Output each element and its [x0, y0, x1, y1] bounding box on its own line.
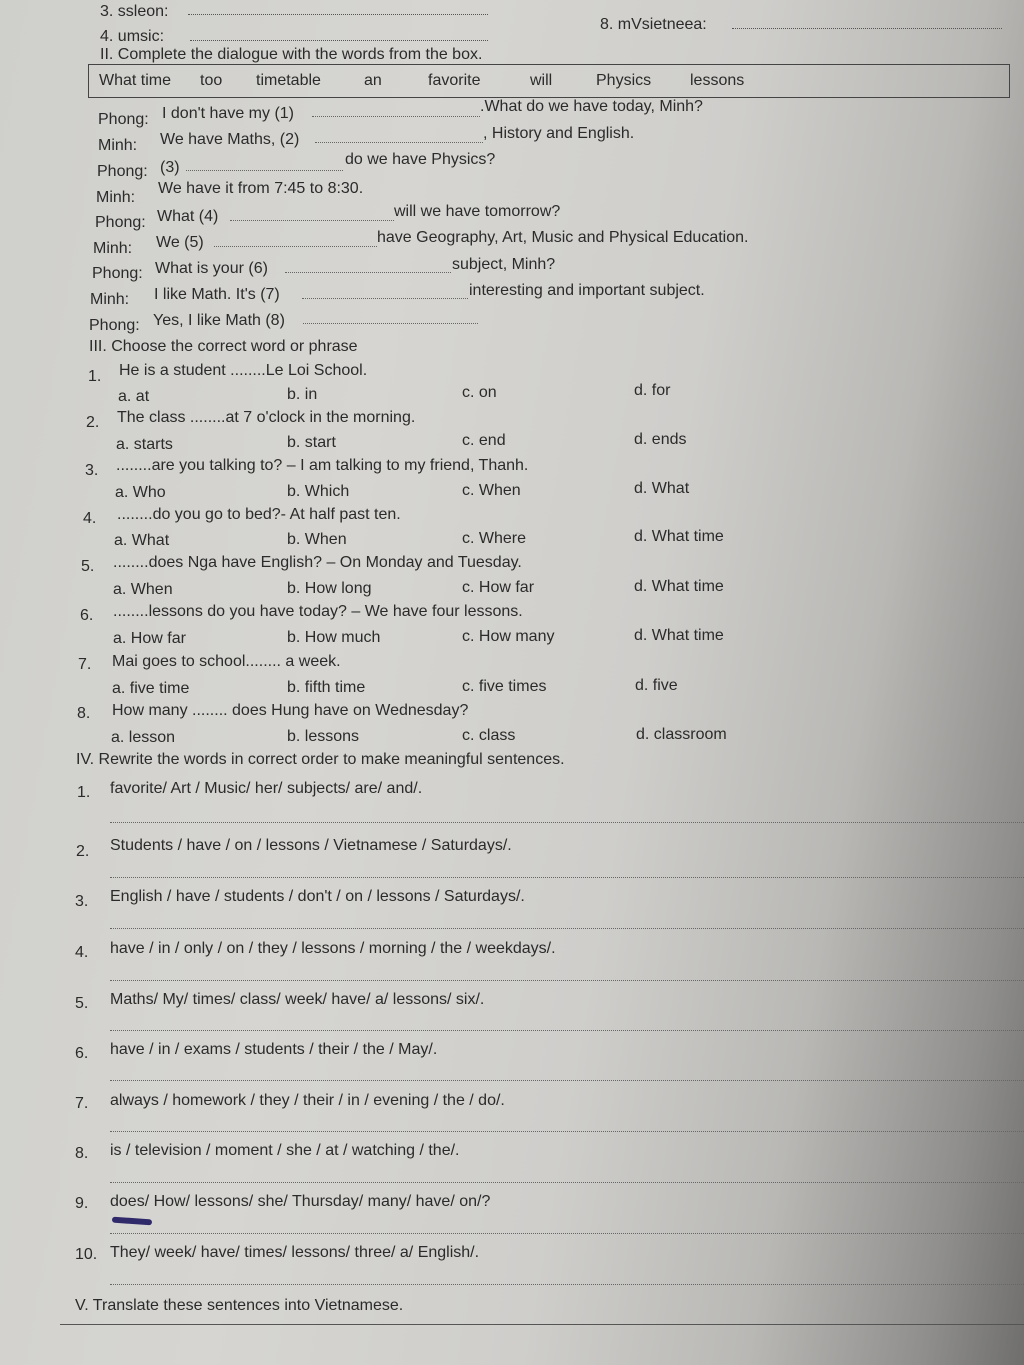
section-5-title: V. Translate these sentences into Vietnamese. — [75, 1297, 404, 1314]
option-a[interactable]: a. lesson — [111, 729, 176, 746]
word-box — [88, 64, 1010, 98]
answer-line — [190, 40, 488, 41]
item-number: 4. — [75, 944, 89, 961]
item-number: 8. — [75, 1145, 89, 1162]
option-b[interactable]: b. fifth time — [287, 679, 366, 696]
box-word: an — [364, 72, 382, 89]
question-text: Mai goes to school........ a week. — [112, 653, 341, 670]
question-number: 1. — [88, 368, 102, 385]
speaker: Phong: — [97, 163, 148, 180]
answer-line[interactable] — [110, 1233, 1024, 1234]
dialogue-text: We (5) — [156, 234, 204, 251]
option-a[interactable]: a. starts — [116, 436, 173, 453]
option-b[interactable]: b. How long — [287, 580, 372, 597]
top-item-3: 3. ssleon: — [100, 3, 169, 20]
dialogue-text: Yes, I like Math (8) — [153, 312, 285, 329]
dialogue-text: We have it from 7:45 to 8:30. — [158, 180, 364, 197]
answer-line[interactable] — [110, 822, 1024, 823]
option-d[interactable]: d. What time — [634, 627, 724, 644]
dialogue-text: , History and English. — [483, 125, 635, 142]
question-number: 6. — [80, 607, 94, 624]
blank[interactable] — [312, 116, 480, 117]
question-text: He is a student ........Le Loi School. — [119, 362, 368, 379]
item-words: have / in / exams / students / their / the / May/. — [110, 1041, 438, 1058]
option-d[interactable]: d. five — [635, 677, 678, 694]
dialogue-text: (3) — [160, 159, 180, 176]
question-text: ........does Nga have English? – On Monday and Tuesday. — [113, 554, 522, 571]
item-words: Students / have / on / lessons / Vietnamese / Saturdays/. — [110, 837, 512, 854]
section-3-title: III. Choose the correct word or phrase — [89, 338, 358, 355]
blank[interactable] — [214, 246, 377, 247]
option-a[interactable]: a. five time — [112, 680, 190, 697]
option-a[interactable]: a. at — [118, 388, 150, 405]
item-number: 5. — [75, 995, 89, 1012]
answer-line — [732, 28, 1002, 29]
box-word: too — [200, 72, 223, 89]
dialogue-text: We have Maths, (2) — [160, 131, 300, 148]
box-word: lessons — [690, 72, 745, 89]
option-b[interactable]: b. in — [287, 386, 318, 403]
box-word: What time — [99, 72, 172, 89]
speaker: Minh: — [98, 137, 138, 154]
section-4-title: IV. Rewrite the words in correct order to make meaningful sentences. — [76, 751, 565, 768]
question-text: ........do you go to bed?- At half past ten. — [117, 506, 401, 523]
answer-line[interactable] — [110, 980, 1024, 981]
option-c[interactable]: c. class — [462, 727, 516, 744]
item-words: have / in / only / on / they / lessons / morning / the / weekdays/. — [110, 940, 556, 957]
box-word: favorite — [428, 72, 481, 89]
dialogue-text: I don't have my (1) — [162, 105, 294, 122]
option-a[interactable]: a. What — [114, 532, 170, 549]
option-d[interactable]: d. What time — [634, 578, 724, 595]
option-c[interactable]: c. end — [462, 432, 506, 449]
option-d[interactable]: d. classroom — [636, 726, 727, 743]
box-word: will — [530, 72, 553, 89]
speaker: Phong: — [98, 111, 149, 128]
item-number: 1. — [77, 784, 91, 801]
item-words: They/ week/ have/ times/ lessons/ three/ a/ English/. — [110, 1244, 480, 1261]
section-2-title: II. Complete the dialogue with the words from the box. — [100, 46, 483, 63]
item-words: does/ How/ lessons/ she/ Thursday/ many/ have/ on/? — [110, 1193, 491, 1210]
option-a[interactable]: a. How far — [113, 630, 186, 647]
answer-line[interactable] — [110, 877, 1024, 878]
item-number: 7. — [75, 1095, 89, 1112]
question-text: ........are you talking to? – I am talking to my friend, Thanh. — [116, 457, 529, 474]
item-words: favorite/ Art / Music/ her/ subjects/ are/ and/. — [110, 780, 423, 797]
question-number: 8. — [77, 705, 91, 722]
blank[interactable] — [302, 298, 468, 299]
pen-scribble — [112, 1217, 152, 1226]
dialogue-text: subject, Minh? — [452, 256, 556, 273]
blank[interactable] — [285, 272, 451, 273]
speaker: Phong: — [95, 214, 146, 231]
item-words: is / television / moment / she / at / watching / the/. — [110, 1142, 460, 1159]
option-a[interactable]: a. Who — [115, 484, 166, 501]
option-b[interactable]: b. start — [287, 434, 336, 451]
top-item-8: 8. mVsietneea: — [600, 16, 707, 33]
option-b[interactable]: b. How much — [287, 629, 381, 646]
option-d[interactable]: d. What — [634, 480, 690, 497]
blank[interactable] — [230, 220, 394, 221]
option-c[interactable]: c. five times — [462, 678, 547, 695]
answer-line — [188, 14, 488, 15]
dialogue-text: do we have Physics? — [345, 151, 496, 168]
speaker: Minh: — [90, 291, 130, 308]
dialogue-text: interesting and important subject. — [469, 282, 705, 299]
item-number: 3. — [75, 893, 89, 910]
option-b[interactable]: b. lessons — [287, 728, 360, 745]
option-b[interactable]: b. When — [287, 531, 347, 548]
dialogue-text: .What do we have today, Minh? — [480, 98, 703, 115]
speaker: Minh: — [93, 240, 133, 257]
option-a[interactable]: a. When — [113, 581, 173, 598]
option-c[interactable]: c. Where — [462, 530, 527, 547]
answer-line[interactable] — [110, 1284, 1024, 1285]
blank[interactable] — [303, 323, 478, 324]
speaker: Phong: — [92, 265, 143, 282]
speaker: Phong: — [89, 317, 140, 334]
option-c[interactable]: c. How many — [462, 628, 555, 645]
option-b[interactable]: b. Which — [287, 483, 350, 500]
option-c[interactable]: c. How far — [462, 579, 535, 596]
item-words: English / have / students / don't / on / lessons / Saturdays/. — [110, 888, 525, 905]
question-number: 5. — [81, 558, 95, 575]
option-d[interactable]: d. What time — [634, 528, 724, 545]
item-words: always / homework / they / their / in / evening / the / do/. — [110, 1092, 505, 1109]
box-word: Physics — [596, 72, 652, 89]
question-number: 7. — [78, 656, 92, 673]
item-number: 10. — [75, 1246, 98, 1263]
dialogue-text: I like Math. It's (7) — [154, 286, 280, 303]
answer-line[interactable] — [110, 1131, 1024, 1132]
box-word: timetable — [256, 72, 321, 89]
dialogue-text: What is your (6) — [155, 260, 268, 277]
bottom-rule — [60, 1324, 1024, 1325]
dialogue-text: will we have tomorrow? — [394, 203, 561, 220]
option-d[interactable]: d. ends — [634, 431, 687, 448]
item-words: Maths/ My/ times/ class/ week/ have/ a/ lessons/ six/. — [110, 991, 485, 1008]
item-number: 6. — [75, 1045, 89, 1062]
top-item-4: 4. umsic: — [100, 28, 165, 45]
speaker: Minh: — [96, 189, 136, 206]
question-text: How many ........ does Hung have on Wednesday? — [112, 702, 469, 719]
item-number: 2. — [76, 843, 90, 860]
item-number: 9. — [75, 1195, 89, 1212]
blank[interactable] — [186, 170, 343, 171]
dialogue-text: have Geography, Art, Music and Physical Education. — [377, 229, 749, 246]
option-c[interactable]: c. on — [462, 384, 497, 401]
answer-line[interactable] — [110, 1030, 1024, 1031]
option-d[interactable]: d. for — [634, 382, 671, 399]
question-text: ........lessons do you have today? – We have four lessons. — [113, 603, 523, 620]
question-text: The class ........at 7 o'clock in the morning. — [117, 409, 416, 426]
answer-line[interactable] — [110, 1182, 1024, 1183]
option-c[interactable]: c. When — [462, 482, 521, 499]
dialogue-text: What (4) — [157, 208, 219, 225]
question-number: 3. — [85, 462, 99, 479]
answer-line[interactable] — [110, 928, 1024, 929]
answer-line[interactable] — [110, 1080, 1024, 1081]
question-number: 4. — [83, 510, 97, 527]
question-number: 2. — [86, 414, 100, 431]
blank[interactable] — [315, 142, 483, 143]
